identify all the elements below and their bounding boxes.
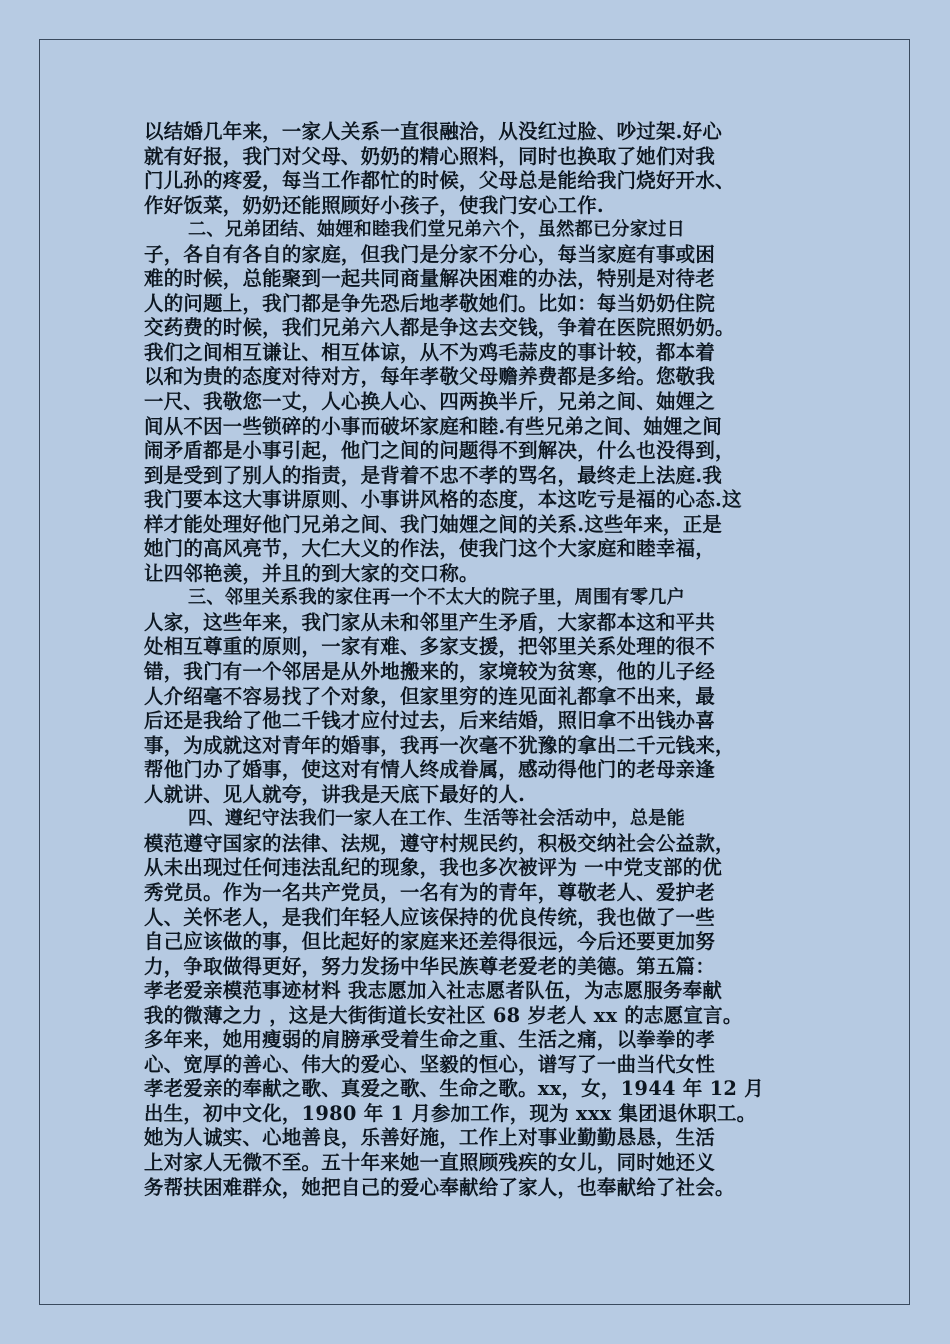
text-line: 人的问题上，我门都是争先恐后地孝敬她们。比如：每当奶奶住院 xyxy=(144,291,716,315)
text-line: 力，争取做得更好，努力发扬中华民族尊老爱老的美德。第五篇： xyxy=(144,954,716,978)
text-line: 人、关怀老人，是我们年轻人应该保持的优良传统，我也做了一些 xyxy=(144,905,716,929)
text-line: 上对家人无微不至。五十年来她一直照顾残疾的女儿，同时她还义 xyxy=(144,1150,716,1174)
text-line: 难的时候，总能聚到一起共同商量解决困难的办法，特别是对待老 xyxy=(144,267,716,291)
text-line: 我们之间相互谦让、相互体谅，从不为鸡毛蒜皮的事计较，都本着 xyxy=(144,340,716,364)
text-line: 一尺、我敬您一丈，人心换人心、四两换半斤，兄弟之间、妯娌之 xyxy=(144,390,716,414)
text-line: 后还是我给了他二千钱才应付过去，后来结婚，照旧拿不出钱办喜 xyxy=(144,709,716,733)
text-line: 我的微薄之力 ，这是大街街道长安社区 68 岁老人 xx 的志愿宣言。 xyxy=(144,1003,743,1027)
document-body xyxy=(144,120,812,1200)
text-line: 从未出现过任何违法乱纪的现象，我也多次被评为 一中党支部的优 xyxy=(144,856,723,880)
text-line: 门儿孙的疼爱，每当工作都忙的时候，父母总是能给我门烧好开水、 xyxy=(144,169,735,193)
text-line: 交药费的时候，我们兄弟六人都是争这去交钱，争着在医院照奶奶。 xyxy=(144,316,735,340)
text-line: 以和为贵的态度对待对方，每年孝敬父母赡养费都是多给。您敬我 xyxy=(144,365,716,389)
text-line: 间从不因一些锁碎的小事而破坏家庭和睦.有些兄弟之间、妯娌之间 xyxy=(144,414,723,438)
text-line: 出生，初中文化，1980 年 1 月参加工作，现为 xxx 集团退休职工。 xyxy=(144,1101,757,1125)
text-line: 事，为成就这对青年的婚事，我再一次毫不犹豫的拿出二千元钱来， xyxy=(144,733,735,757)
text-line: 让四邻艳羡，并且的到大家的交口称。 xyxy=(144,561,479,585)
text-line: 务帮扶困难群众，她把自己的爱心奉献给了家人，也奉献给了社会。 xyxy=(144,1175,735,1199)
text-line: 自己应该做的事，但比起好的家庭来还差得很远，今后还要更加努 xyxy=(144,930,716,954)
text-line: 她为人诚实、心地善良，乐善好施，工作上对事业勤勤恳恳，生活 xyxy=(144,1126,716,1150)
text-line: 以结婚几年来，一家人关系一直很融洽，从没红过脸、吵过架.好心 xyxy=(144,120,723,143)
text-line: 作好饭菜，奶奶还能照顾好小孩子，使我门安心工作. xyxy=(144,193,604,217)
text-line: 到是受到了别人的指责，是背着不忠不孝的骂名，最终走上法庭.我 xyxy=(144,463,723,487)
text-line: 模范遵守国家的法律、法规，遵守村规民约，积极交纳社会公益款， xyxy=(144,831,735,855)
text-line: 错，我门有一个邻居是从外地搬来的，家境较为贫寒，他的儿子经 xyxy=(144,660,716,684)
text-line: 她门的高风亮节，大仁大义的作法，使我门这个大家庭和睦幸福， xyxy=(144,537,716,561)
text-line: 闹矛盾都是小事引起，他门之间的问题得不到解决，什么也没得到， xyxy=(144,439,735,463)
text-line: 样才能处理好他门兄弟之间、我门妯娌之间的关系.这些年来，正是 xyxy=(144,512,723,536)
text-line: 心、宽厚的善心、伟大的爱心、坚毅的恒心，谱写了一曲当代女性 xyxy=(144,1052,716,1076)
text-line: 人介绍毫不容易找了个对象，但家里穷的连见面礼都拿不出来，最 xyxy=(144,684,716,708)
text-line: 孝老爱亲模范事迹材料 我志愿加入社志愿者队伍，为志愿服务奉献 xyxy=(144,979,723,1003)
text-line: 我门要本这大事讲原则、小事讲风格的态度，本这吃亏是福的心态.这 xyxy=(144,488,742,512)
text-line: 孝老爱亲的奉献之歌、真爱之歌、生命之歌。xx，女，1944 年 12 月 xyxy=(144,1077,764,1101)
text-line: 人家，这些年来，我门家从未和邻里产生矛盾，大家都本这和平共 xyxy=(144,610,716,634)
text-line: 人就讲、见人就夸，讲我是天底下最好的人. xyxy=(144,782,526,806)
paragraph-first-line: 三、邻里关系我的家住再一个不太大的院子里，周围有零几户 xyxy=(188,587,686,609)
text-line: 子，各自有各自的家庭，但我门是分家不分心，每当家庭有事或困 xyxy=(144,242,716,266)
paragraph-first-line: 二、兄弟团结、妯娌和睦我们堂兄弟六个，虽然都已分家过日 xyxy=(188,219,686,241)
text-line: 多年来，她用瘦弱的肩膀承受着生命之重、生活之痛，以拳拳的孝 xyxy=(144,1028,716,1052)
paragraph-first-line: 四、遵纪守法我们一家人在工作、生活等社会活动中，总是能 xyxy=(188,808,686,830)
text-line: 秀党员。作为一名共产党员，一名有为的青年，尊敬老人、爱护老 xyxy=(144,880,716,904)
text-line: 处相互尊重的原则，一家有难、多家支援，把邻里关系处理的很不 xyxy=(144,635,716,659)
text-line: 帮他门办了婚事，使这对有情人终成眷属，感动得他门的老母亲逢 xyxy=(144,758,716,782)
text-line: 就有好报，我门对父母、奶奶的精心照料，同时也换取了她们对我 xyxy=(144,144,716,168)
